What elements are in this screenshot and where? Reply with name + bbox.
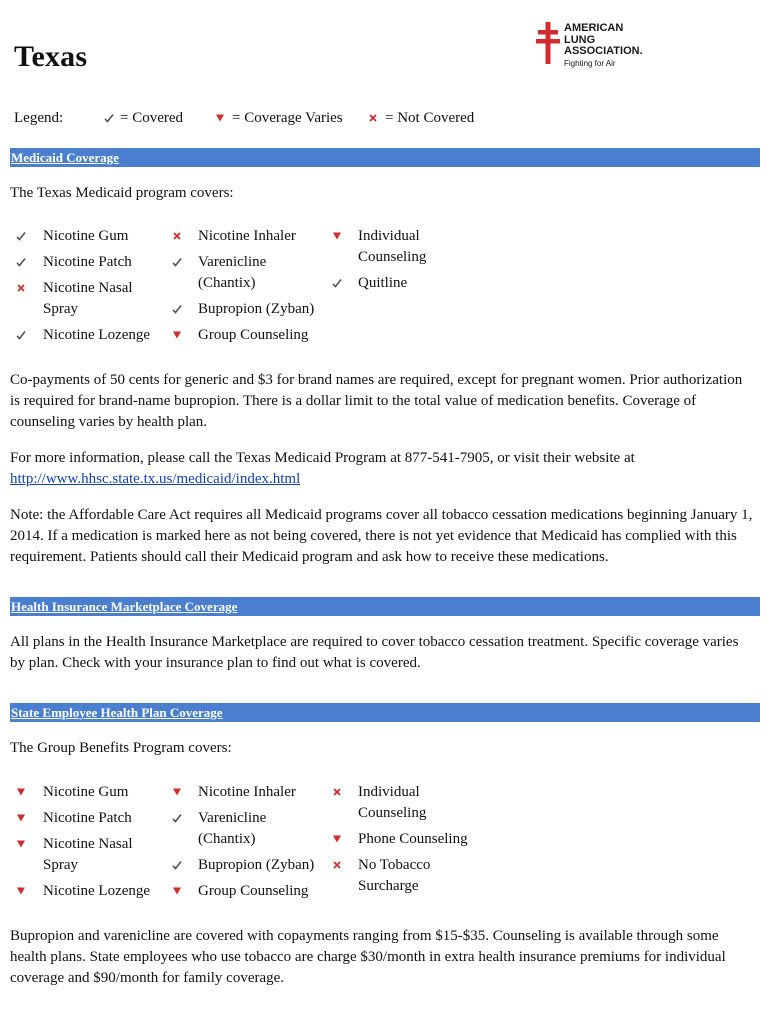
state-employee-note: Bupropion and varenicline are covered with copayments ranging from $15-$35. Counseling is available through some health plans. State employees who use tobacco are charge $30/month in extra health insurance premiums for individual coverage and $90/month for family coverage. [10, 928, 726, 986]
list-item: Quitline [358, 275, 408, 291]
list-item: Varenicline [198, 254, 267, 270]
list-item-continued: Spray [43, 301, 78, 317]
aca-note: Note: the Affordable Care Act requires all Medicaid programs cover all tobacco cessation medications beginning January 1, 2014. If a medication is marked here as not being covered, there is not yet evidence that Medicaid has complied with this requirement. Patients should call their Medicaid program and ask how to receive these medications. [10, 507, 753, 565]
list-item: Bupropion (Zyban) [198, 857, 315, 873]
list-item: Nicotine Nasal [43, 280, 133, 296]
marketplace-heading: Health Insurance Marketplace Coverage [11, 599, 238, 614]
double-cross-icon [536, 22, 560, 64]
list-item: Nicotine Patch [43, 810, 132, 826]
medicaid-website-link[interactable]: http://www.hhsc.state.tx.us/medicaid/index.html [10, 470, 301, 487]
triangle-icon [16, 839, 26, 849]
triangle-icon [332, 834, 342, 844]
medicaid-heading: Medicaid Coverage [11, 150, 119, 165]
state-employee-intro: The Group Benefits Program covers: [10, 740, 232, 756]
triangle-icon [172, 886, 182, 896]
medicaid-intro: The Texas Medicaid program covers: [10, 185, 234, 201]
american-lung-association-logo [536, 22, 666, 72]
state-employee-heading: State Employee Health Plan Coverage [11, 705, 223, 720]
list-item: Group Counseling [198, 883, 309, 899]
list-item-continued: (Chantix) [198, 275, 256, 291]
list-item: Nicotine Lozenge [43, 327, 151, 343]
list-item-continued: Counseling [358, 805, 427, 821]
state-employee-coverage-list [0, 782, 770, 907]
legend-varies-icon [215, 113, 225, 123]
list-item-continued: Counseling [358, 249, 427, 265]
x-mark-icon [172, 231, 182, 241]
marketplace-text: All plans in the Health Insurance Marketplace are required to cover tobacco cessation treatment. Specific coverage varies by plan. Check with your insurance plan to find out what is covered. [10, 634, 739, 671]
triangle-icon [16, 813, 26, 823]
list-item: Group Counseling [198, 327, 309, 343]
checkmark-icon [16, 257, 26, 267]
medicaid-copay-note: Co-payments of 50 cents for generic and $3 for brand names are required, except for pregnant women. Prior authorization is required for brand-name bupropion. There is a dollar limit to the total value of medication benefits. Coverage of counseling varies by health plan. [10, 372, 743, 430]
x-mark-icon [332, 860, 342, 870]
logo-line-2: LUNG [564, 33, 596, 46]
triangle-icon [172, 330, 182, 340]
medicaid-section-header [10, 148, 760, 167]
checkmark-icon [172, 304, 182, 314]
x-mark-icon [16, 283, 26, 293]
medicaid-coverage-list [0, 226, 770, 351]
logo-line-3: ASSOCIATION. [564, 45, 643, 57]
marketplace-section-header [10, 597, 760, 616]
x-mark-icon [332, 787, 342, 797]
list-item: Nicotine Inhaler [198, 784, 296, 800]
list-item: Nicotine Inhaler [198, 228, 296, 244]
list-item: Nicotine Patch [43, 254, 132, 270]
legend-label: Legend: [14, 110, 64, 126]
medicaid-info-text: For more information, please call the Texas Medicaid Program at 877-541-7905, or visit their website at [10, 450, 635, 466]
triangle-icon [16, 886, 26, 896]
checkmark-icon [172, 860, 182, 870]
checkmark-icon [172, 257, 182, 267]
checkmark-icon [16, 231, 26, 241]
triangle-icon [16, 787, 26, 797]
list-item: Phone Counseling [358, 831, 468, 847]
list-item: Bupropion (Zyban) [198, 301, 315, 317]
legend-not-covered-icon [368, 113, 378, 123]
logo-line-1: AMERICAN [564, 22, 624, 34]
list-item: Varenicline [198, 810, 267, 826]
list-item-continued: Surcharge [358, 878, 419, 894]
list-item: Nicotine Gum [43, 228, 129, 244]
list-item: No Tobacco [358, 857, 431, 873]
medicaid-info [10, 448, 755, 490]
legend-not-covered-text: = Not Covered [385, 110, 475, 126]
checkmark-icon [16, 330, 26, 340]
list-item-continued: (Chantix) [198, 831, 256, 847]
logo-tagline: Fighting for Air [564, 59, 616, 68]
legend-covered-text: = Covered [120, 110, 184, 126]
legend-covered-icon [104, 113, 114, 123]
list-item: Nicotine Nasal [43, 836, 133, 852]
list-item-continued: Spray [43, 857, 78, 873]
list-item: Nicotine Lozenge [43, 883, 151, 899]
state-employee-section-header [10, 703, 760, 722]
list-item: Nicotine Gum [43, 784, 129, 800]
legend-varies-text: = Coverage Varies [232, 110, 343, 126]
page-title: Texas [14, 40, 88, 73]
triangle-icon [172, 787, 182, 797]
triangle-icon [332, 231, 342, 241]
list-item: Individual [358, 228, 420, 244]
checkmark-icon [332, 278, 342, 288]
list-item: Individual [358, 784, 420, 800]
checkmark-icon [172, 813, 182, 823]
